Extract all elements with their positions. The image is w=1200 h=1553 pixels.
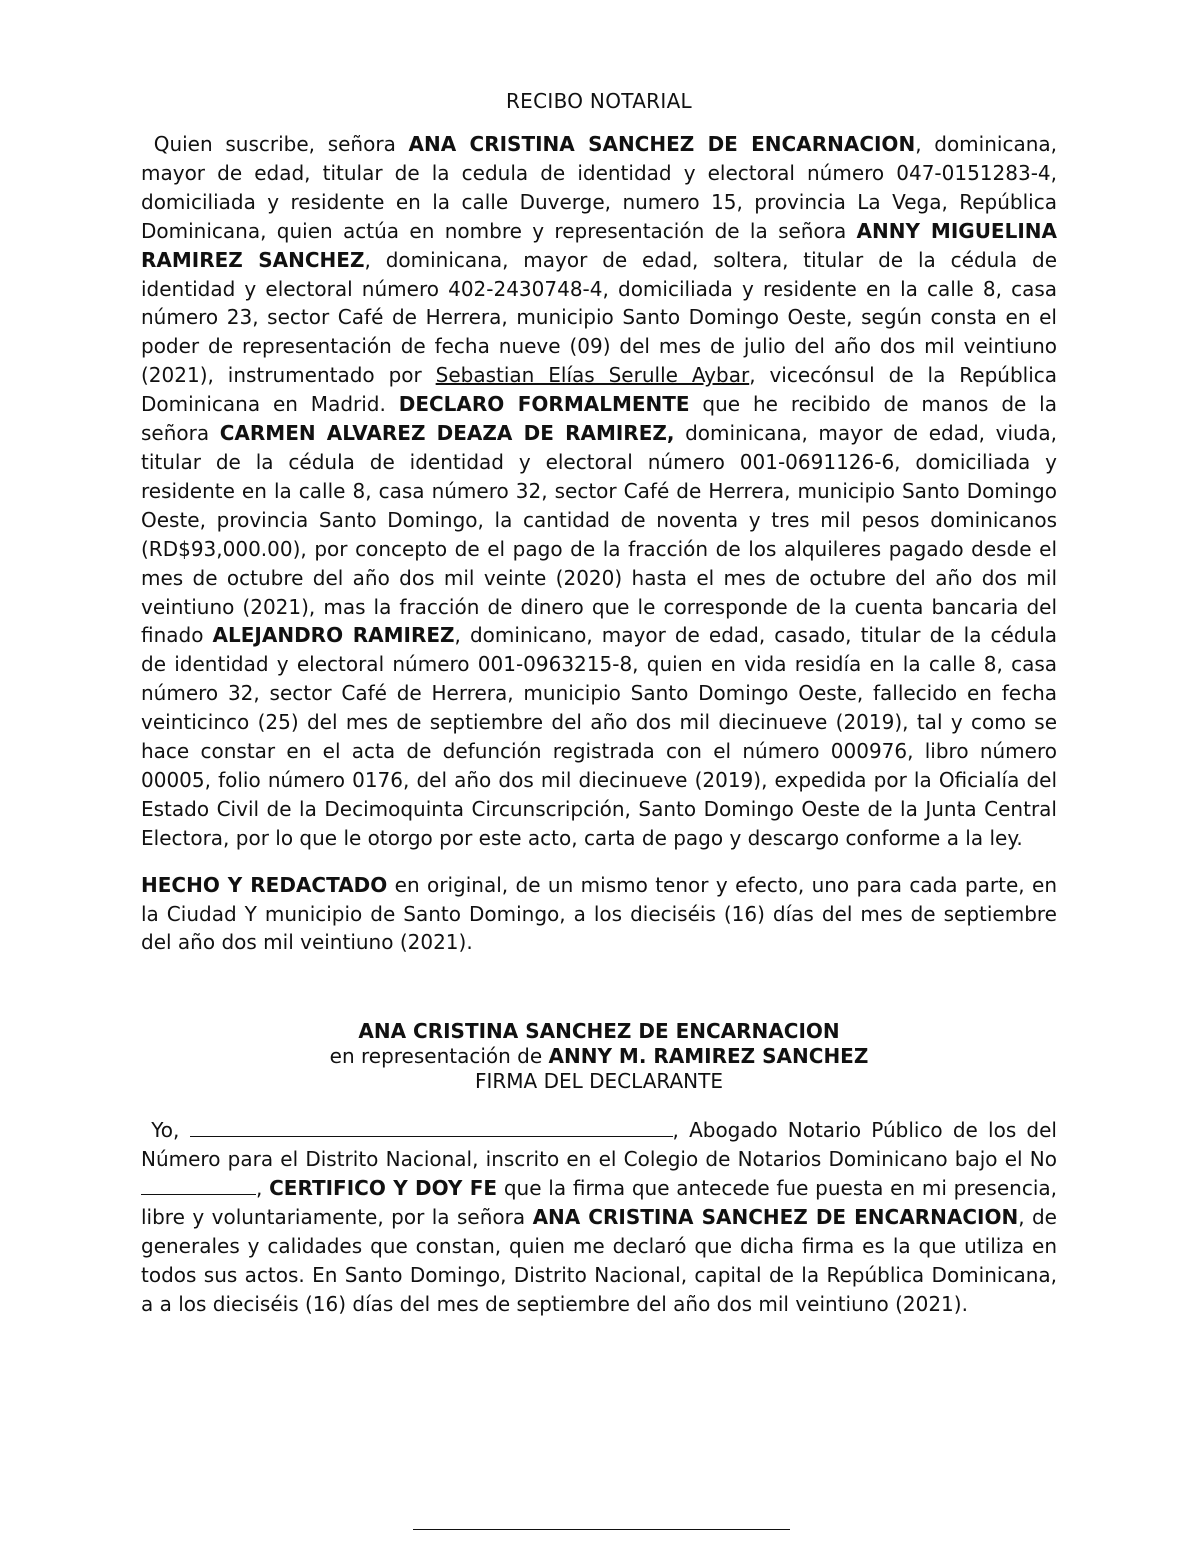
text-run: , de generales y calidades que constan, quien me declaró que dicha firma es la que utiliza en todos sus actos. En Santo Domingo, Distrito Nacional, capital de la República Dominicana, a a los dieciséis (16) días del mes de septiembre del año dos mil veintiuno (2021). [141,1205,1057,1316]
bold-hecho-redactado: HECHO Y REDACTADO [141,872,388,897]
registry-number-blank-line [141,1193,256,1195]
text-run: , [256,1176,270,1201]
text-run: que la firma que antecede fue puesta en mi presencia, libre y voluntariamente, por la señora [141,1176,1058,1230]
text-run: , Abogado Notario Público de los del Número para el Distrito Nacional, inscrito en el Colegio de Notarios Dominicano bajo el No [141,1118,1057,1172]
notary-name-blank-line [190,1135,673,1137]
text-run: , dominicana, mayor de edad, titular de la cedula de identidad y electoral número 047-0151283-4, domiciliada y residente en la calle Duverge, numero 15, provincia La Vega, República Dominicana, quien actúa en nombre y representación de la señora [141,132,1057,243]
bold-certifico: CERTIFICO Y DOY FE [269,1176,498,1201]
bold-declaration: DECLARO FORMALMENTE [398,392,690,417]
underlined-consul-name: Sebastian Elías Serulle Aybar [435,363,750,388]
bold-name-signer: ANA CRISTINA SANCHEZ DE ENCARNACION [408,132,916,156]
receipt-paragraph [141,130,1057,853]
signature-block [141,1019,1057,1094]
text-run: , vicecónsul de la República Dominicana en Madrid. [141,363,1058,417]
signature-rep-prefix: en representación de [329,1044,549,1069]
bold-name-deceased: ALEJANDRO RAMIREZ [212,623,455,648]
signature-name: ANA CRISTINA SANCHEZ DE ENCARNACION [358,1019,840,1044]
text-run: en original, de un mismo tenor y efecto, uno para cada parte, en la Ciudad Y municipio de Santo Domingo, a los dieciséis (16) días del mes de septiembre del año dos mil veintiuno (2021). [141,872,1057,955]
signature-role: FIRMA DEL DECLARANTE [475,1069,723,1094]
text-run: , dominicano, mayor de edad, casado, titular de la cédula de identidad y electoral número 001-0963215-8, quien en vida residía en la calle 8, casa número 32, sector Café de Herrera, municipio Santo Domingo Oeste, fallecido en fecha veinticinco (25) del mes de septiembre del año dos mil diecinueve (2019), tal y como se hace constar en el acta de defunción registrada con el número 000976, libro número 00005, folio número 0176, del año dos mil diecinueve (2019), expedida por la Oficialía del Estado Civil de la Decimoquinta Circunscripción, Santo Domingo Oeste de la Junta Central Electora, por lo que le otorgo por este acto, carta de pago y descargo conforme a la ley. [141,623,1058,850]
notary-certification-paragraph [141,1116,1057,1318]
text-run: dominicana, mayor de edad, viuda, titular de la cédula de identidad y electoral número 001-0691126-6, domiciliada y residente en la calle 8, casa número 32, sector Café de Herrera, municipio Santo Domingo Oeste, provincia Santo Domingo, la cantidad de noventa y tres mil pesos dominicanos (RD$93,000.00), por concepto de el pago de la fracción de los alquileres pagado desde el mes de octubre del año dos mil veinte (2020) hasta el mes de octubre del año dos mil veintiuno (2021), mas la fracción de dinero que le corresponde de la cuenta bancaria del finado [141,421,1057,648]
text-run: Yo, [151,1118,190,1143]
bold-name-payer: CARMEN ALVAREZ DEAZA DE RAMIREZ, [219,421,675,446]
document-title: RECIBO NOTARIAL [505,89,693,113]
notary-signature-line [413,1529,790,1530]
text-run: Quien suscribe, señora [153,132,409,156]
closing-paragraph [141,871,1057,958]
text-run: , dominicana, mayor de edad, soltera, titular de la cédula de identidad y electoral número 402-2430748-4, domiciliada y residente en la calle 8, casa número 23, sector Café de Herrera, municipio Santo Domingo Oeste, según consta en el poder de representación de fecha nueve (09) del mes de julio del año dos mil veintiuno (2021), instrumentado por [141,247,1058,388]
text-run: que he recibido de manos de la señora [141,392,1057,446]
signature-rep-name: ANNY M. RAMIREZ SANCHEZ [548,1044,869,1069]
bold-name-represented: ANNY MIGUELINA RAMIREZ SANCHEZ [141,218,1057,272]
bold-name-signer-cert: ANA CRISTINA SANCHEZ DE ENCARNACION [532,1205,1019,1230]
